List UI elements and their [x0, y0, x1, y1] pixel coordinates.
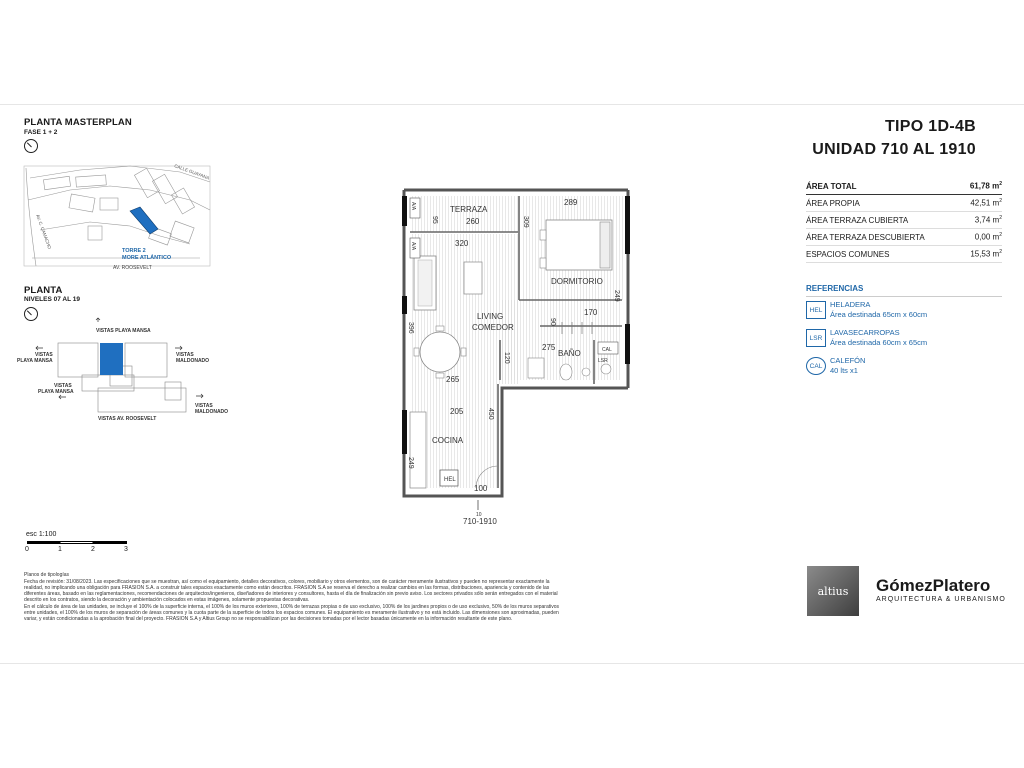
reference-desc: Área destinada 60cm x 65cm: [830, 338, 928, 347]
area-value-text: 15,53 m: [970, 249, 1000, 259]
area-label: ÁREA PROPIA: [806, 198, 860, 208]
reference-text: [830, 328, 927, 348]
gomez-platero-tagline: ARQUITECTURA & URBANISMO: [876, 596, 1006, 603]
planta-title: PLANTA: [24, 285, 63, 296]
area-label: ÁREA TOTAL: [806, 181, 857, 191]
reference-name: LAVASECARROPAS: [830, 328, 900, 337]
scale-label: esc 1:100: [26, 531, 57, 538]
reference-text: [830, 300, 927, 320]
view-right1-b: MALDONADO: [176, 358, 210, 364]
reference-tag: CAL: [806, 357, 826, 375]
notes-title: Planos de tipologías: [24, 572, 70, 578]
unit-number: 10: [476, 512, 482, 518]
reference-name: CALEFÓN: [830, 356, 866, 365]
area-value-text: 42,51 m: [970, 198, 1000, 208]
room-comedor: COMEDOR: [472, 323, 514, 332]
view-right2-b: MALDONADO: [195, 409, 229, 415]
dim-side-h: 396: [407, 322, 414, 334]
tower-label-1: TORRE 2: [122, 248, 146, 254]
room-terraza: TERRAZA: [450, 205, 488, 214]
area-table: [806, 178, 1002, 263]
dim-living-w: 320: [455, 239, 469, 248]
references-divider: [806, 296, 1002, 297]
tower-label-2: MORE ATLÁNTICO: [122, 255, 172, 261]
dim-comedor-w: 265: [446, 375, 460, 384]
altius-logo: altius: [807, 566, 859, 616]
view-right2-a: VISTAS: [195, 403, 213, 409]
area-row: [806, 195, 1002, 212]
dim-dorm-h: 309: [522, 216, 529, 228]
dim-cocina-w: 205: [450, 407, 464, 416]
legal-notes: [24, 572, 560, 623]
view-left2-b: PLAYA MANSA: [38, 389, 74, 395]
tag-lsr: LSR: [598, 358, 608, 364]
area-value-text: 0,00 m: [974, 232, 1000, 242]
reference-tag: LSR: [806, 329, 826, 347]
tag-aa-2: A/A: [410, 242, 416, 251]
area-row: [806, 178, 1002, 195]
reference-item: [806, 356, 865, 376]
area-row: [806, 246, 1002, 263]
room-dormitorio: DORMITORIO: [551, 277, 603, 286]
reference-name: HELADERA: [830, 300, 871, 309]
tower-2-highlight: [130, 207, 158, 234]
arrow-right-icon: [175, 346, 182, 350]
dim-bano-w: 275: [542, 343, 556, 352]
area-value-text: 61,78 m: [969, 181, 1000, 191]
street-bottom-label: AV. ROOSEVELT: [113, 265, 152, 271]
tag-hel: HEL: [444, 477, 456, 483]
area-value: [970, 249, 1002, 259]
area-row: [806, 229, 1002, 246]
dim-dorm-w: 289: [564, 198, 578, 207]
masterplan-title: PLANTA MASTERPLAN: [24, 117, 132, 128]
view-top-label: VISTAS PLAYA MANSA: [96, 328, 151, 334]
area-value-unit: 2: [999, 249, 1002, 256]
view-right1-a: VISTAS: [176, 352, 194, 358]
arrow-left2-icon: [59, 395, 66, 399]
view-left1-b: PLAYA MANSA: [17, 358, 53, 364]
area-value: [970, 198, 1002, 208]
unit-highlight: [100, 343, 123, 375]
notes-paragraph-1: Fecha de revisión: 31/08/2023. Las especificaciones que se muestran, así como el equipamiento, detalles decorativos, colores, mobiliario y otros elementos, son de carácter meramente ilustrativos y pueden no representar exactamente la realidad, no implicando una obligación para FRASION S.A. a construir tales espacios exactamente como están descritos. FRASION S.A se reserva el derecho a realizar cambios en las formas, distribuciones, apariencia y contenido de las diferentes áreas, basado en las reglamentaciones, recomendaciones de arquitectos/ingenieros, diseñadores de interiores y consultores, hasta el día de finalización sin previo aviso. Los sectores privados sólo serán entregados con el material descrito en los contratos, siendo la decoración y ambientación colocados en estas imágenes, solamente propuestas decorativas.: [24, 579, 558, 603]
area-value: [975, 215, 1002, 225]
tag-aa-1: A/A: [410, 202, 416, 211]
scale-bar: [27, 541, 127, 544]
unidad-title: UNIDAD 710 AL 1910: [812, 141, 976, 158]
area-label: ESPACIOS COMUNES: [806, 249, 890, 259]
street-top-label: CALLE GUAYANA: [173, 163, 211, 181]
dim-bano-h: 120: [503, 352, 510, 364]
dim-closet-w: 170: [584, 308, 598, 317]
area-label: ÁREA TERRAZA CUBIERTA: [806, 215, 909, 225]
area-value-text: 3,74 m: [974, 215, 1000, 225]
masterplan-subtitle: FASE 1 + 2: [24, 129, 58, 136]
notes-paragraph-2: En el cálculo de área de las unidades, se incluye el 100% de la superficie interna, el 100% de los muros exteriores, 100% de terrazas propias o de uso exclusivo, 100% de los jardines propios o de uso exclusivo, 50% de los muros separativos entre unidades, el 100% de los muros de separación de áreas comunes y la cuota parte de la superficie de todos los espacios comunes. El equipamiento es meramente ilustrativo y no está incluido. Las dimensiones son aproximadas, pueden variar, y están condicionadas a la aprobación final del proyecto. FRASION S.A y Altius Group no se responsabilizan por las decisiones tomadas por el lector basadas únicamente en la información resultante de este plano.: [24, 604, 560, 622]
view-left2-a: VISTAS: [54, 383, 72, 389]
view-left1-a: VISTAS: [35, 352, 53, 358]
area-value-unit: 2: [999, 232, 1002, 239]
reference-text: [830, 356, 865, 376]
area-value-unit: 2: [999, 198, 1002, 205]
references-title: REFERENCIAS: [806, 284, 864, 293]
area-label: ÁREA TERRAZA DESCUBIERTA: [806, 232, 925, 242]
scale-tick-0: 0: [25, 546, 29, 553]
masterplan-map: [24, 166, 210, 266]
planta-subtitle: NIVELES 07 AL 19: [24, 296, 80, 303]
area-value-unit: 2: [999, 181, 1002, 188]
reference-item: [806, 300, 927, 320]
room-bano: BAÑO: [558, 349, 581, 358]
dim-dorm-d: 249: [613, 290, 620, 302]
dim-entry-w: 100: [474, 484, 488, 493]
arrow-up-icon: [96, 318, 100, 322]
reference-desc: Área destinada 65cm x 60cm: [830, 310, 928, 319]
dim-terraza-h: 95: [431, 216, 438, 224]
area-row: [806, 212, 1002, 229]
floorplan: [402, 190, 630, 510]
unit-range: 710-1910: [463, 517, 497, 526]
view-bottom-label: VISTAS AV. ROOSEVELT: [98, 416, 157, 422]
arrow-right2-icon: [196, 394, 203, 398]
scale-tick-3: 3: [124, 546, 128, 553]
area-value: [975, 232, 1002, 242]
tag-cal: CAL: [602, 347, 612, 353]
room-cocina: COCINA: [432, 436, 464, 445]
tipo-title: TIPO 1D-4B: [884, 118, 976, 135]
reference-tag: HEL: [806, 301, 826, 319]
street-left-label: AV. C. CAMACHO: [35, 213, 53, 250]
gomez-platero-logo: GómezPlatero: [876, 576, 991, 595]
area-value-unit: 2: [999, 215, 1002, 222]
dim-cocina-d: 249: [407, 457, 414, 469]
scale-tick-1: 1: [58, 546, 62, 553]
reference-item: [806, 328, 927, 348]
dim-terraza-w: 260: [466, 217, 480, 226]
dim-closet-d: 90: [549, 318, 556, 326]
reference-desc: 40 lts x1: [830, 366, 858, 375]
arrow-left-icon: [36, 346, 43, 350]
area-value: [970, 181, 1002, 191]
dim-cocina-h: 450: [487, 408, 494, 420]
room-living: LIVING: [477, 312, 504, 321]
scale-tick-2: 2: [91, 546, 95, 553]
